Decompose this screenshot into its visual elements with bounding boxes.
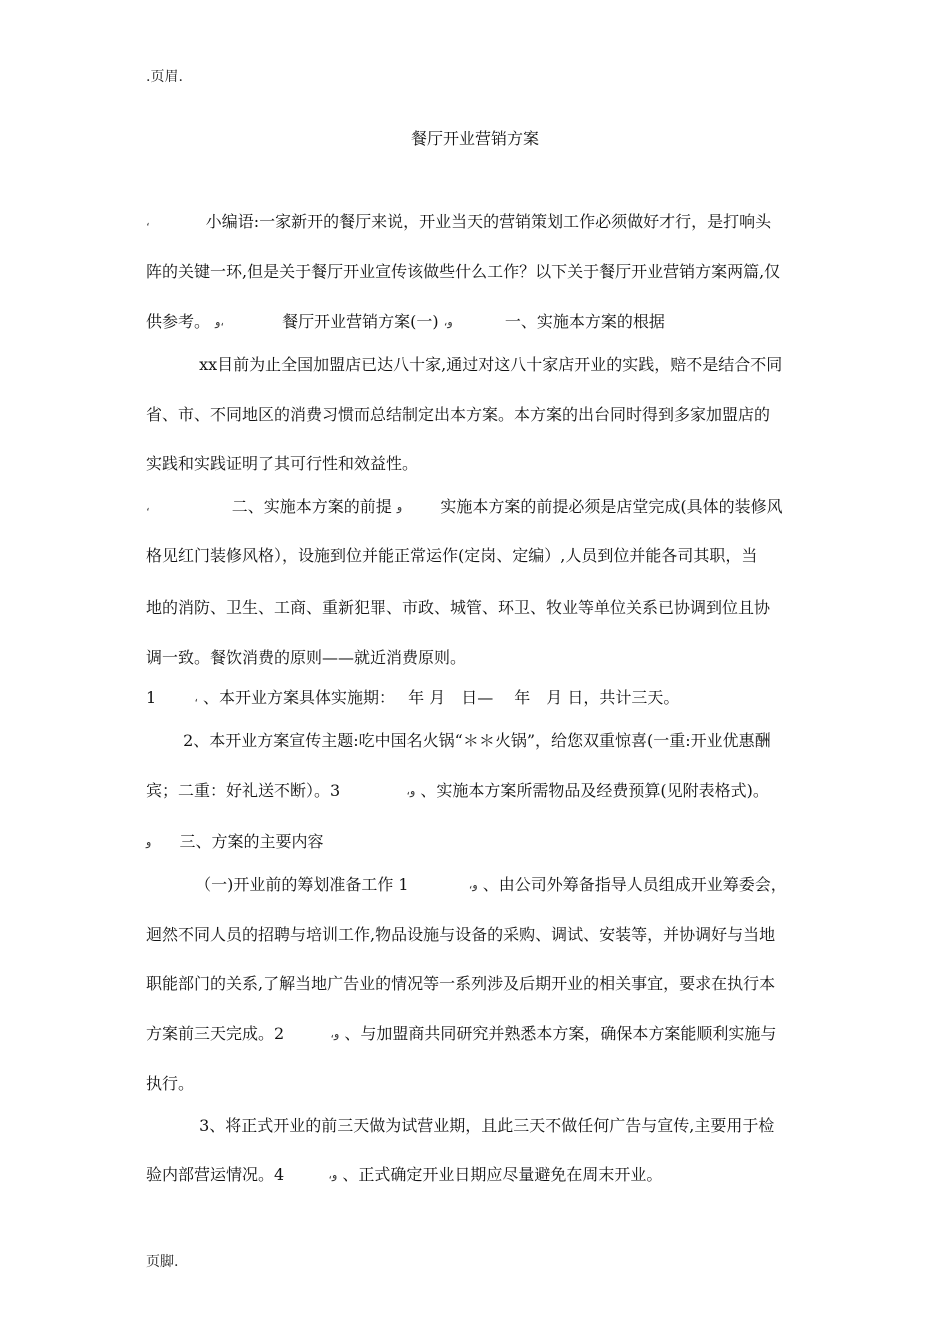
format-mark: و، [215, 315, 224, 329]
line-text: 格见红门装修风格），设施到位并能正常运作(定岗、定编）,人员到位并能各司其职，当 [146, 546, 758, 565]
paragraph-line [146, 875, 814, 896]
paragraph-line [146, 925, 814, 945]
line-text: 宾；二重：好礼送不断）。3 [146, 781, 341, 800]
format-mark: ،و [330, 1027, 340, 1041]
paragraph-line [146, 405, 814, 425]
line-text: 2、本开业方案宣传主题:吃中国名火锅“＊＊火锅”，给您双重惊喜(一重:开业优惠酬 [183, 731, 771, 750]
line-text: 实践和实践证明了其可行性和效益性。 [146, 454, 419, 473]
page-footer: 页脚. [146, 1254, 179, 1270]
line-text: 省、市、不同地区的消费习惯而总结制定出本方案。本方案的出台同时得到多家加盟店的 [146, 405, 771, 424]
format-mark: ،و [443, 315, 453, 329]
line-text: 小编语:一家新开的餐厅来说，开业当天的营销策划工作必须做好才行，是打响头 [205, 212, 772, 231]
paragraph-line [146, 1116, 814, 1136]
paragraph-line [146, 355, 814, 375]
line-text: 、正式确定开业日期应尽量避免在周末开业。 [342, 1165, 663, 1184]
paragraph-line [146, 832, 814, 853]
line-text: 阵的关键一环,但是关于餐厅开业宣传该做些什么工作？以下关于餐厅开业营销方案两篇,仅 [146, 262, 781, 281]
paragraph-line [146, 546, 814, 566]
line-text: 、本开业方案具体实施期： 年 月 日— 年 月 日，共计三天。 [203, 688, 680, 707]
line-text: 调一致。餐饮消费的原则——就近消费原则。 [146, 648, 467, 667]
paragraph-line [146, 648, 814, 668]
paragraph-line [146, 454, 814, 474]
format-mark: ، [194, 691, 198, 705]
paragraph-line [146, 212, 814, 233]
paragraph-line [146, 598, 814, 618]
line-text: 职能部门的关系,了解当地广告业的情况等一系列涉及后期开业的相关事宜，要求在执行本 [146, 974, 776, 993]
line-text: 、实施本方案所需物品及经费预算(见附表格式)。 [420, 781, 769, 800]
document-title: 餐厅开业营销方案 [410, 129, 539, 148]
line-text: xx目前为止全国加盟店已达八十家,通过对这八十家店开业的实践，赔不是结合不同 [199, 355, 783, 374]
line-text: 一、实施本方案的根据 [504, 312, 665, 331]
line-text: 餐厅开业营销方案(一) [282, 312, 439, 331]
format-mark: ،و [328, 1168, 338, 1182]
line-text: 地的消防、卫生、工商、重新犯罪、市政、城管、环卫、牧业等单位关系已协调到位且协 [146, 598, 771, 617]
line-text: 执行。 [146, 1074, 195, 1093]
paragraph-line [146, 781, 814, 802]
format-mark: ،و [468, 878, 478, 892]
line-text: 实施本方案的前提必须是店堂完成(具体的装修风 [440, 497, 783, 516]
paragraph-line [146, 1024, 814, 1045]
page-header: .页眉. [146, 69, 183, 85]
line-text: 迴然不同人员的招聘与培训工作,物品设施与设备的采购、调试、安装等，并协调好与当地 [146, 925, 776, 944]
paragraph-line [146, 974, 814, 994]
format-mark: ، [146, 215, 150, 229]
line-text: 二、实施本方案的前提 [231, 497, 392, 516]
line-text: （一)开业前的筹划准备工作 1 [195, 875, 409, 894]
line-text: 、与加盟商共同研究并熟悉本方案，确保本方案能顺利实施与 [344, 1024, 777, 1043]
line-text: 、由公司外筹备指导人员组成开业筹委会， [482, 875, 787, 894]
paragraph-line [146, 497, 814, 518]
paragraph-line [146, 731, 814, 751]
paragraph-line [146, 262, 814, 282]
paragraph-line [146, 688, 814, 709]
line-text: 验内部营运情况。4 [146, 1165, 285, 1184]
paragraph-line [146, 1074, 814, 1094]
line-text: 1 [146, 688, 157, 707]
line-text: 3、将正式开业的前三天做为试营业期，且此三天不做任何广告与宣传,主要用于检 [199, 1116, 775, 1135]
section-heading: 三、方案的主要内容 [179, 832, 324, 851]
paragraph-line [146, 312, 814, 333]
paragraph-line [146, 1165, 814, 1186]
line-text: 供参考。 [146, 312, 211, 331]
format-mark: ،و [406, 784, 416, 798]
format-mark: و [146, 835, 152, 849]
format-mark: ، [146, 500, 150, 514]
format-mark: و [396, 500, 403, 514]
line-text: 方案前三天完成。2 [146, 1024, 285, 1043]
